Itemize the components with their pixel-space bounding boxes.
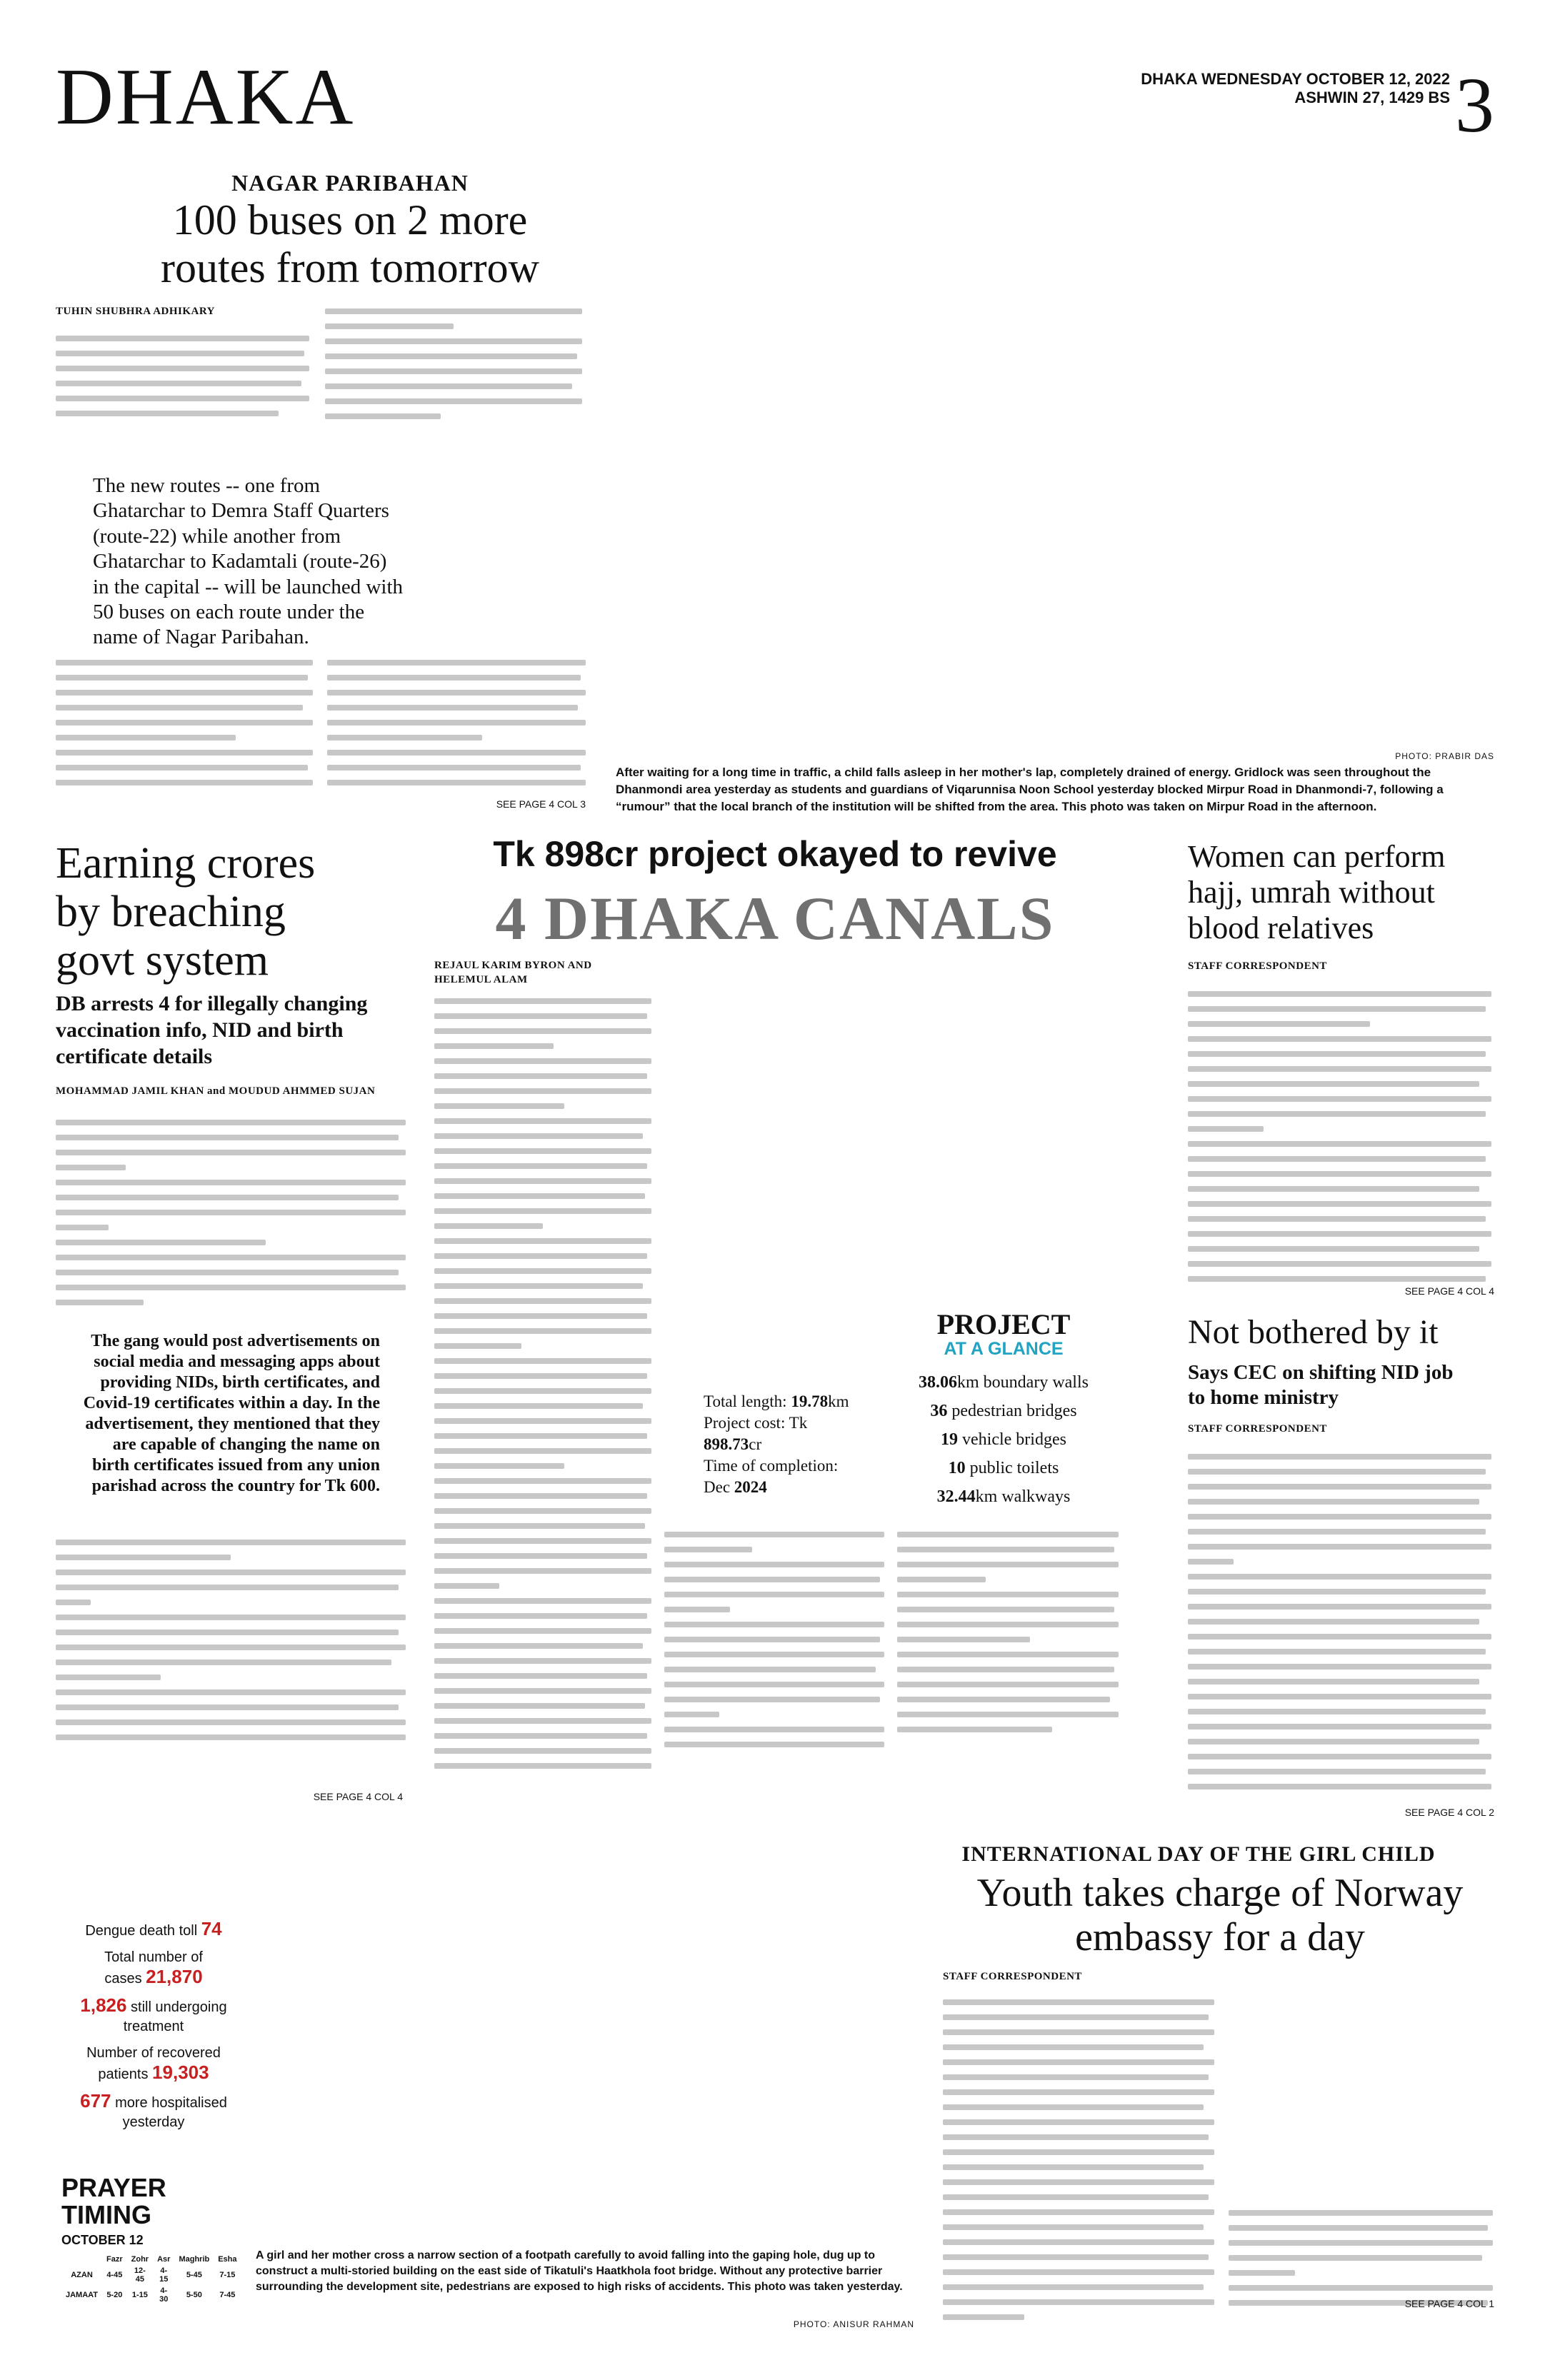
hajj-headline-line-2: hajj, umrah without (1188, 875, 1435, 910)
bus-headline-line-2: routes from tomorrow (161, 244, 539, 292)
norway-story-byline: STAFF CORRESPONDENT (943, 1971, 1082, 1982)
norway-story-see-page: SEE PAGE 4 COL 1 (1404, 2298, 1494, 2309)
cec-story-body (1188, 1454, 1491, 1799)
glance-total-length: Total length: 19.78km (704, 1392, 849, 1410)
glance-subtitle: AT A GLANCE (944, 1339, 1064, 1359)
glance-title: PROJECT (936, 1308, 1071, 1340)
glance-row: 19 vehicle bridges (941, 1430, 1066, 1449)
glance-row: 38.06km boundary walls (919, 1373, 1089, 1392)
footpath-photo (246, 1849, 921, 2235)
bottom-photo-caption: A girl and her mother cross a narrow section of a footpath carefully to avoid falling into the gaping hole, dug up to construct a multi-storied building on the east side of Tikatuli's Haatkhola foot bridge. Without any protective barrier surrounding the development site, pedestrians are exposed to high risks of accidents. This photo was taken yesterday. (256, 2249, 903, 2293)
dengue-treatment-label: treatment (123, 2019, 184, 2034)
bottom-photo-credit: PHOTO: ANISUR RAHMAN (793, 2319, 914, 2329)
norway-story-body-col-1 (943, 1999, 1214, 2329)
dengue-death-toll: Dengue death toll 74 (85, 1918, 222, 1939)
cec-story-byline: STAFF CORRESPONDENT (1188, 1423, 1327, 1435)
dengue-stats (68, 1919, 239, 2132)
canals-story-byline: REJAUL KARIM BYRON AND HELEMUL ALAM (434, 960, 592, 985)
glance-completion: Dec 2024 (704, 1478, 767, 1496)
canals-story-headline: Tk 898cr project okayed to revive (493, 834, 1057, 874)
glance-row: 36 pedestrian bridges (930, 1402, 1077, 1420)
glance-row: 10 public toilets (948, 1459, 1059, 1477)
traffic-photo (614, 164, 1494, 744)
bus-story-body-col-3 (56, 660, 313, 795)
top-photo-credit: PHOTO: PRABIR DAS (1395, 751, 1494, 761)
project-glance-heading (896, 1310, 1111, 1360)
crores-story-subhead: DB arrests 4 for illegally changing vaccination info, NID and birth certificate details (56, 992, 368, 1068)
norway-story-headline (941, 1871, 1499, 1959)
glance-completion-label: Time of completion: (704, 1457, 839, 1475)
dengue-treatment: 1,826 still undergoing (80, 1994, 227, 2016)
hajj-story-body (1188, 991, 1491, 1291)
bus-story-see-page: SEE PAGE 4 COL 3 (496, 798, 586, 810)
crores-headline-line-1: Earning crores (56, 839, 316, 888)
crores-story-body-top (56, 1120, 406, 1315)
hajj-story-see-page: SEE PAGE 4 COL 4 (1404, 1285, 1494, 1297)
canals-story-headline-main: 4 DHAKA CANALS (495, 884, 1055, 953)
dengue-recovered: patients 19,303 (98, 2062, 209, 2083)
crores-story-see-page: SEE PAGE 4 COL 4 (313, 1791, 403, 1802)
crores-story-body-bottom (56, 1540, 406, 1749)
prayer-title-line-1: PRAYER (61, 2173, 166, 2202)
prayer-date: OCTOBER 12 (61, 2233, 144, 2247)
prayer-table-header: Fazr Zohr Asr Maghrib Esha (106, 2255, 237, 2264)
bus-story-headline (57, 196, 643, 292)
crores-story-byline: MOHAMMAD JAMIL KHAN and MOUDUD AHMMED SUJAN (56, 1085, 376, 1097)
norway-story-kicker: INTERNATIONAL DAY OF THE GIRL CHILD (961, 1842, 1436, 1866)
crores-headline-line-3: govt system (56, 936, 269, 985)
page-number: 3 (1455, 61, 1494, 149)
bus-story-body-col-1 (56, 336, 309, 426)
norway-headline-line-2: embassy for a day (1075, 1915, 1365, 1959)
cec-story-headline: Not bothered by it (1188, 1313, 1439, 1351)
dengue-cases-label: Total number of (104, 1949, 203, 1965)
glance-cost-label: Project cost: Tk (704, 1414, 808, 1432)
hajj-headline-line-3: blood relatives (1188, 910, 1374, 945)
prayer-row-jamaat: JAMAAT 5-20 1-15 4-30 5-50 7-45 (66, 2286, 236, 2304)
canals-story-body-col-2 (664, 1532, 884, 1757)
canals-story-body-col-1 (434, 998, 651, 1778)
top-photo-caption: After waiting for a long time in traffic, a child falls asleep in her mother's lap, completely drained of energy. Gridlock was seen throughout the Dhanmondi area yesterday as students and guardians of Viqarunnisa Noon School yesterday blocked Mirpur Road in Dhanmondi-7, following a “rumour” that the local branch of the institution will be shifted from the area. This photo was taken on Mirpur Road in the afternoon. (616, 765, 1444, 813)
hajj-story-byline: STAFF CORRESPONDENT (1188, 960, 1327, 972)
hajj-story-headline (1188, 839, 1495, 946)
dateline-bangla-date: ASHWIN 27, 1429 BS (1294, 89, 1450, 106)
bus-story-pull-quote: The new routes -- one from Ghatarchar to Demra Staff Quarters (route-22) while another from Ghatarchar to Kadamtali (route-26) in the capital -- will be launched with 50 buses on each route under the name of Nagar Paribahan. (93, 474, 404, 649)
bus-headline-line-1: 100 buses on 2 more (172, 196, 528, 243)
bus-story-body-col-2 (325, 308, 582, 428)
dengue-hospitalised-label: yesterday (122, 2114, 185, 2130)
prayer-title-line-2: TIMING (61, 2200, 151, 2229)
bus-story-body-col-4 (327, 660, 586, 795)
bus-story-kicker: NAGAR PARIBAHAN (231, 170, 469, 196)
project-glance-summary (704, 1391, 875, 1498)
crores-story-headline (56, 839, 413, 985)
prayer-row-azan: AZAN 4-45 12-45 4-15 5-45 7-15 (71, 2266, 236, 2284)
prayer-timing (61, 2173, 237, 2305)
glance-row: 32.44km walkways (936, 1487, 1071, 1506)
glance-cost: 898.73cr (704, 1435, 762, 1453)
bus-story-byline: TUHIN SHUBHRA ADHIKARY (56, 306, 216, 317)
crores-story-pull-quote: The gang would post advertisements on social media and messaging apps about providing NIDs, birth certificates, and Covid-19 certificates within a day. In the advertisement, they mentioned that they are capable of changing the name on birth certificates issued from any union parishad across the country for Tk 600. (83, 1332, 380, 1495)
project-glance-list (886, 1368, 1121, 1511)
cec-story-subhead: Says CEC on shifting NID job to home ministry (1188, 1361, 1454, 1409)
dateline-date: DHAKA WEDNESDAY OCTOBER 12, 2022 (1141, 70, 1450, 88)
dengue-recovered-label: Number of recovered (86, 2045, 221, 2061)
dateline (1141, 70, 1450, 107)
dengue-cases: cases 21,870 (104, 1966, 203, 1987)
norway-headline-line-1: Youth takes charge of Norway (976, 1871, 1464, 1915)
crores-headline-line-2: by breaching (56, 888, 286, 936)
hajj-headline-line-1: Women can perform (1188, 839, 1446, 874)
prayer-table (61, 2254, 241, 2305)
cec-story-see-page: SEE PAGE 4 COL 2 (1404, 1807, 1494, 1818)
dengue-hospitalised: 677 more hospitalised (80, 2090, 227, 2112)
canals-story-body-col-3 (897, 1532, 1119, 1742)
masthead: DHAKA (56, 53, 356, 141)
